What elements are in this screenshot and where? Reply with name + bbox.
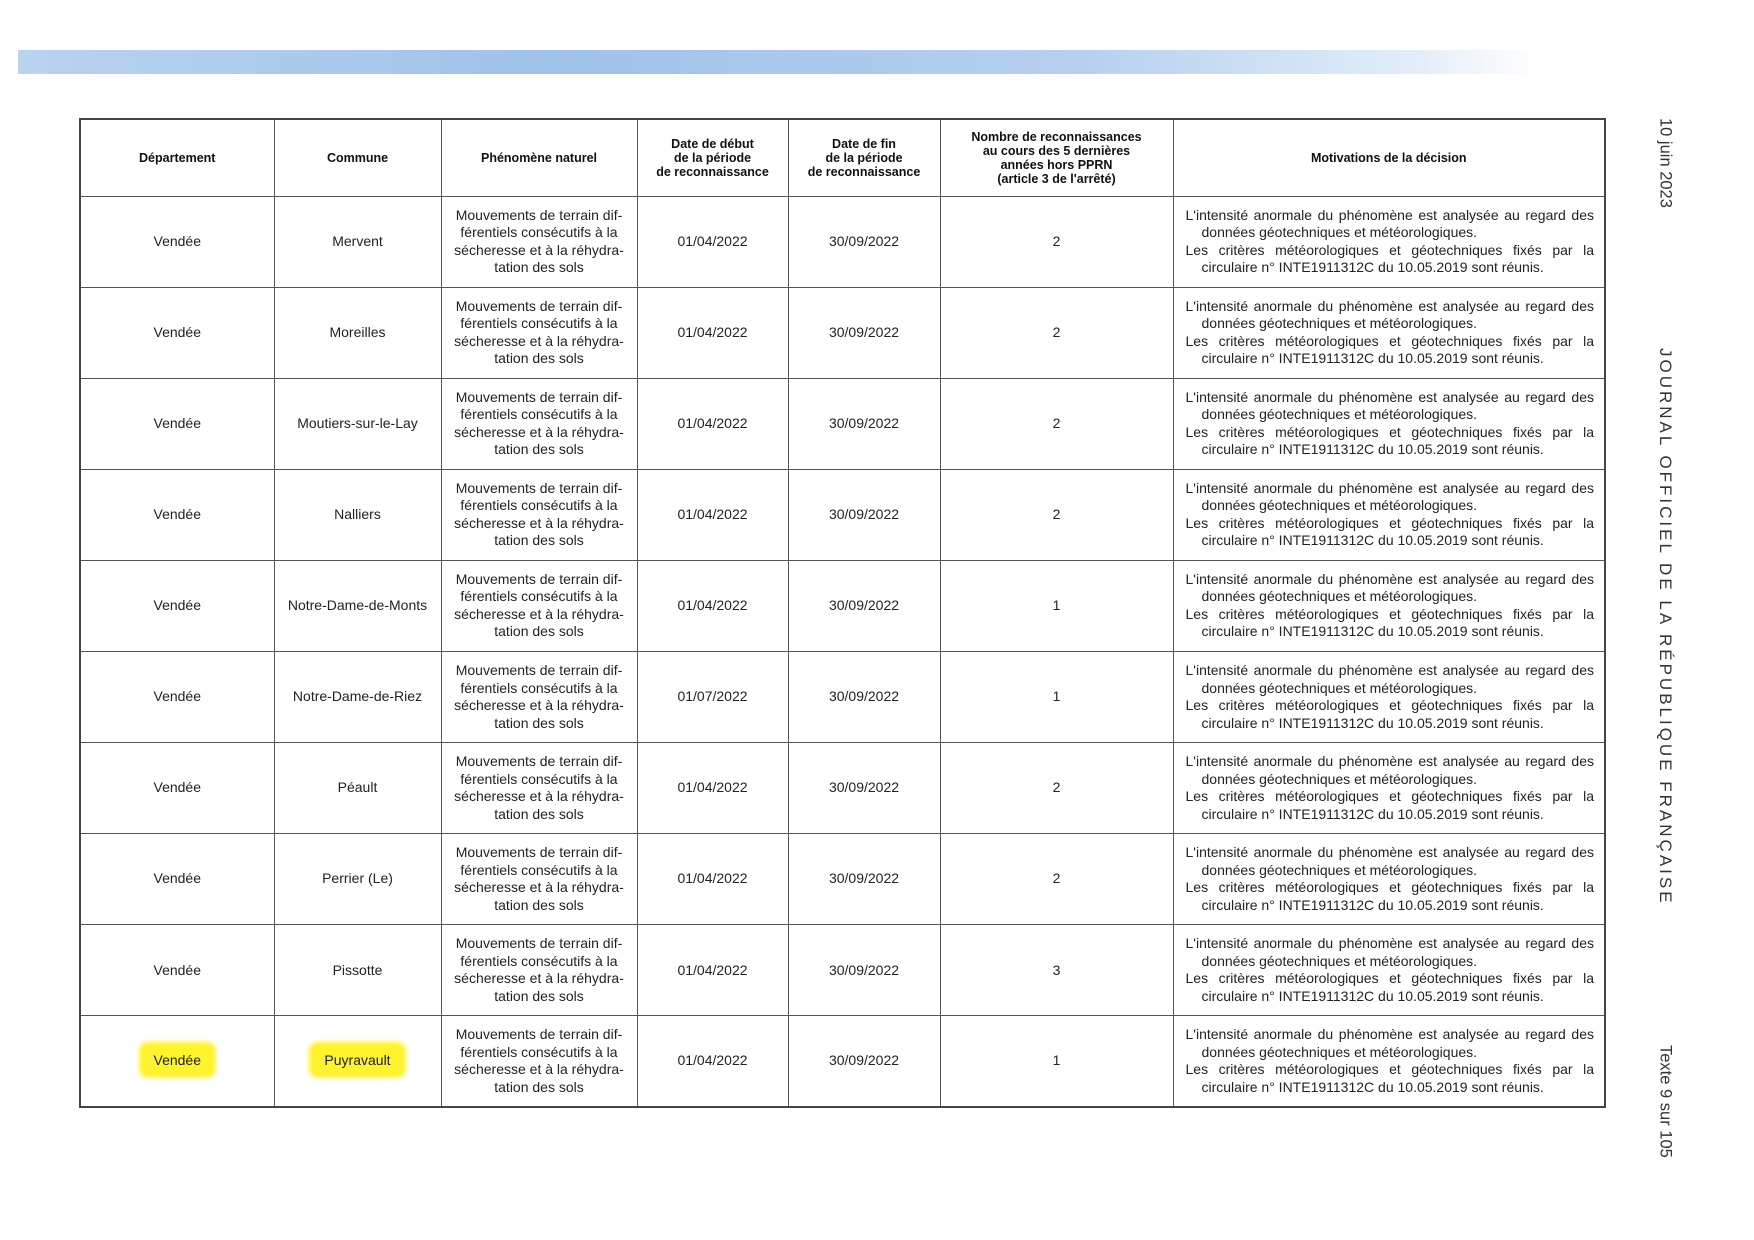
cell-date-fin: 30/09/2022: [788, 651, 940, 742]
col-header-motivations: Motivations de la décision: [1173, 119, 1605, 196]
cell-motivation: [1173, 925, 1605, 1016]
cell-commune: [274, 287, 441, 378]
cell-date-fin: 30/09/2022: [788, 743, 940, 834]
motivation-paragraph: Les critères météorologiques et géotechniques fixés par la circulaire n° INTE1911312C du 10.05.2019 sont réunis.: [1185, 332, 1594, 367]
motivation-paragraph: Les critères météorologiques et géotechniques fixés par la circulaire n° INTE1911312C du 10.05.2019 sont réunis.: [1185, 788, 1594, 822]
cell-nombre: 2: [940, 469, 1173, 560]
motivation-paragraph: Les critères météorologiques et géotechniques fixés par la circulaire n° INTE1911312C du 10.05.2019 sont réunis.: [1185, 514, 1594, 549]
cell-phenomene: Mouvements de terrain dif- férentiels consécutifs à la sécheresse et à la réhydra- tation des sols: [441, 651, 637, 742]
table-row: [80, 1016, 1605, 1107]
departement-text: Vendée: [153, 506, 201, 523]
commune-text: Puyravault: [312, 1045, 402, 1075]
cell-departement: [80, 834, 274, 925]
cell-motivation: [1173, 378, 1605, 469]
cell-commune: [274, 743, 441, 834]
commune-text: Notre-Dame-de-Riez: [292, 688, 423, 705]
departement-text: Vendée: [153, 414, 201, 431]
cell-date-debut: 01/04/2022: [637, 925, 788, 1016]
cell-motivation: [1173, 1016, 1605, 1107]
cell-commune: [274, 378, 441, 469]
departement-text: Vendée: [142, 1045, 214, 1075]
col-header-date-debut: Date de début de la période de reconnaissance: [637, 119, 788, 196]
decree-table: [79, 118, 1606, 1108]
cell-motivation: [1173, 287, 1605, 378]
cell-nombre: 2: [940, 743, 1173, 834]
cell-date-fin: 30/09/2022: [788, 560, 940, 651]
col-header-departement: Département: [80, 119, 274, 196]
cell-nombre: 2: [940, 378, 1173, 469]
page-margin-header: [1650, 118, 1680, 1158]
cell-departement: [80, 196, 274, 287]
cell-motivation: [1173, 469, 1605, 560]
cell-commune: [274, 469, 441, 560]
cell-phenomene: Mouvements de terrain dif- férentiels consécutifs à la sécheresse et à la réhydra- tation des sols: [441, 743, 637, 834]
cell-motivation: [1173, 834, 1605, 925]
header-row: [80, 119, 1605, 196]
cell-phenomene: Mouvements de terrain dif- férentiels consécutifs à la sécheresse et à la réhydra- tation des sols: [441, 378, 637, 469]
motivation-paragraph: L'intensité anormale du phénomène est analysée au regard des données géotechniques et météorologiques.: [1185, 844, 1594, 878]
cell-date-fin: 30/09/2022: [788, 834, 940, 925]
cell-date-debut: 01/07/2022: [637, 651, 788, 742]
cell-phenomene: Mouvements de terrain dif- férentiels consécutifs à la sécheresse et à la réhydra- tation des sols: [441, 560, 637, 651]
cell-nombre: 1: [940, 560, 1173, 651]
col-header-nombre: Nombre de reconnaissances au cours des 5 dernières années hors PPRN (article 3 de l'arrêté): [940, 119, 1173, 196]
commune-text: Nalliers: [334, 506, 381, 523]
cell-nombre: 2: [940, 834, 1173, 925]
scan-color-band: [18, 50, 1538, 74]
cell-phenomene: Mouvements de terrain dif- férentiels consécutifs à la sécheresse et à la réhydra- tation des sols: [441, 196, 637, 287]
departement-text: Vendée: [153, 961, 201, 978]
cell-phenomene: Mouvements de terrain dif- férentiels consécutifs à la sécheresse et à la réhydra- tation des sols: [441, 287, 637, 378]
table-row: [80, 651, 1605, 742]
cell-nombre: 2: [940, 196, 1173, 287]
motivation-paragraph: Les critères météorologiques et géotechniques fixés par la circulaire n° INTE1911312C du 10.05.2019 sont réunis.: [1185, 879, 1594, 913]
col-header-date-fin: Date de fin de la période de reconnaissance: [788, 119, 940, 196]
cell-phenomene: Mouvements de terrain dif- férentiels consécutifs à la sécheresse et à la réhydra- tation des sols: [441, 1016, 637, 1107]
cell-date-debut: 01/04/2022: [637, 743, 788, 834]
cell-departement: [80, 651, 274, 742]
table-row: [80, 743, 1605, 834]
motivation-paragraph: Les critères météorologiques et géotechniques fixés par la circulaire n° INTE1911312C du 10.05.2019 sont réunis.: [1185, 423, 1594, 458]
commune-text: Mervent: [332, 232, 383, 249]
departement-text: Vendée: [153, 323, 201, 340]
cell-date-debut: 01/04/2022: [637, 469, 788, 560]
motivation-paragraph: Les critères météorologiques et géotechniques fixés par la circulaire n° INTE1911312C du 10.05.2019 sont réunis.: [1185, 605, 1594, 640]
motivation-paragraph: Les critères météorologiques et géotechniques fixés par la circulaire n° INTE1911312C du 10.05.2019 sont réunis.: [1185, 970, 1594, 1004]
col-header-commune: Commune: [274, 119, 441, 196]
cell-date-debut: 01/04/2022: [637, 834, 788, 925]
cell-departement: [80, 560, 274, 651]
commune-text: Moutiers-sur-le-Lay: [297, 414, 418, 431]
cell-date-debut: 01/04/2022: [637, 1016, 788, 1107]
cell-phenomene: Mouvements de terrain dif- férentiels consécutifs à la sécheresse et à la réhydra- tation des sols: [441, 834, 637, 925]
cell-commune: [274, 196, 441, 287]
cell-departement: [80, 469, 274, 560]
table-row: [80, 834, 1605, 925]
cell-nombre: 2: [940, 287, 1173, 378]
motivation-paragraph: L'intensité anormale du phénomène est analysée au regard des données géotechniques et météorologiques.: [1185, 753, 1594, 787]
col-header-phenomene: Phénomène naturel: [441, 119, 637, 196]
cell-departement: [80, 743, 274, 834]
motivation-paragraph: L'intensité anormale du phénomène est analysée au regard des données géotechniques et météorologiques.: [1185, 388, 1594, 423]
table-row: [80, 196, 1605, 287]
table-row: [80, 378, 1605, 469]
departement-text: Vendée: [153, 232, 201, 249]
cell-motivation: [1173, 196, 1605, 287]
cell-date-fin: 30/09/2022: [788, 196, 940, 287]
cell-departement: [80, 1016, 274, 1107]
commune-text: Moreilles: [329, 323, 386, 340]
cell-phenomene: Mouvements de terrain dif- férentiels consécutifs à la sécheresse et à la réhydra- tation des sols: [441, 469, 637, 560]
motivation-paragraph: L'intensité anormale du phénomène est analysée au regard des données géotechniques et météorologiques.: [1185, 206, 1594, 241]
table-row: [80, 469, 1605, 560]
cell-date-fin: 30/09/2022: [788, 925, 940, 1016]
motivation-paragraph: L'intensité anormale du phénomène est analysée au regard des données géotechniques et météorologiques.: [1185, 297, 1594, 332]
table-header: [80, 119, 1605, 196]
journal-title: JOURNAL OFFICIEL DE LA RÉPUBLIQUE FRANÇAISE: [1656, 347, 1675, 906]
table-row: [80, 925, 1605, 1016]
cell-motivation: [1173, 560, 1605, 651]
departement-text: Vendée: [153, 688, 201, 705]
cell-departement: [80, 287, 274, 378]
commune-text: Pissotte: [332, 961, 383, 978]
publication-date: 10 juin 2023: [1656, 118, 1675, 208]
cell-date-debut: 01/04/2022: [637, 378, 788, 469]
cell-nombre: 1: [940, 1016, 1173, 1107]
cell-date-debut: 01/04/2022: [637, 287, 788, 378]
commune-text: Péault: [337, 779, 378, 796]
cell-date-debut: 01/04/2022: [637, 196, 788, 287]
cell-motivation: [1173, 743, 1605, 834]
commune-text: Perrier (Le): [322, 870, 393, 887]
motivation-paragraph: Les critères météorologiques et géotechniques fixés par la circulaire n° INTE1911312C du 10.05.2019 sont réunis.: [1185, 697, 1594, 731]
departement-text: Vendée: [153, 779, 201, 796]
cell-date-fin: 30/09/2022: [788, 469, 940, 560]
cell-commune: [274, 834, 441, 925]
table-body: [80, 196, 1605, 1107]
cell-date-fin: 30/09/2022: [788, 378, 940, 469]
departement-text: Vendée: [153, 597, 201, 614]
table-row: [80, 560, 1605, 651]
cell-date-fin: 30/09/2022: [788, 287, 940, 378]
cell-motivation: [1173, 651, 1605, 742]
motivation-paragraph: L'intensité anormale du phénomène est analysée au regard des données géotechniques et météorologiques.: [1185, 662, 1594, 696]
page-reference: Texte 9 sur 105: [1656, 1045, 1675, 1158]
commune-text: Notre-Dame-de-Monts: [287, 597, 428, 614]
cell-nombre: 3: [940, 925, 1173, 1016]
table-row: [80, 287, 1605, 378]
cell-commune: [274, 651, 441, 742]
cell-commune: [274, 560, 441, 651]
motivation-paragraph: Les critères météorologiques et géotechniques fixés par la circulaire n° INTE1911312C du 10.05.2019 sont réunis.: [1185, 1061, 1594, 1095]
cell-departement: [80, 925, 274, 1016]
departement-text: Vendée: [153, 870, 201, 887]
motivation-paragraph: L'intensité anormale du phénomène est analysée au regard des données géotechniques et météorologiques.: [1185, 935, 1594, 969]
cell-phenomene: Mouvements de terrain dif- férentiels consécutifs à la sécheresse et à la réhydra- tation des sols: [441, 925, 637, 1016]
cell-commune: [274, 925, 441, 1016]
cell-date-fin: 30/09/2022: [788, 1016, 940, 1107]
cell-departement: [80, 378, 274, 469]
motivation-paragraph: L'intensité anormale du phénomène est analysée au regard des données géotechniques et météorologiques.: [1185, 479, 1594, 514]
motivation-paragraph: Les critères météorologiques et géotechniques fixés par la circulaire n° INTE1911312C du 10.05.2019 sont réunis.: [1185, 241, 1594, 276]
motivation-paragraph: L'intensité anormale du phénomène est analysée au regard des données géotechniques et météorologiques.: [1185, 570, 1594, 605]
cell-date-debut: 01/04/2022: [637, 560, 788, 651]
cell-nombre: 1: [940, 651, 1173, 742]
motivation-paragraph: L'intensité anormale du phénomène est analysée au regard des données géotechniques et météorologiques.: [1185, 1026, 1594, 1060]
cell-commune: [274, 1016, 441, 1107]
